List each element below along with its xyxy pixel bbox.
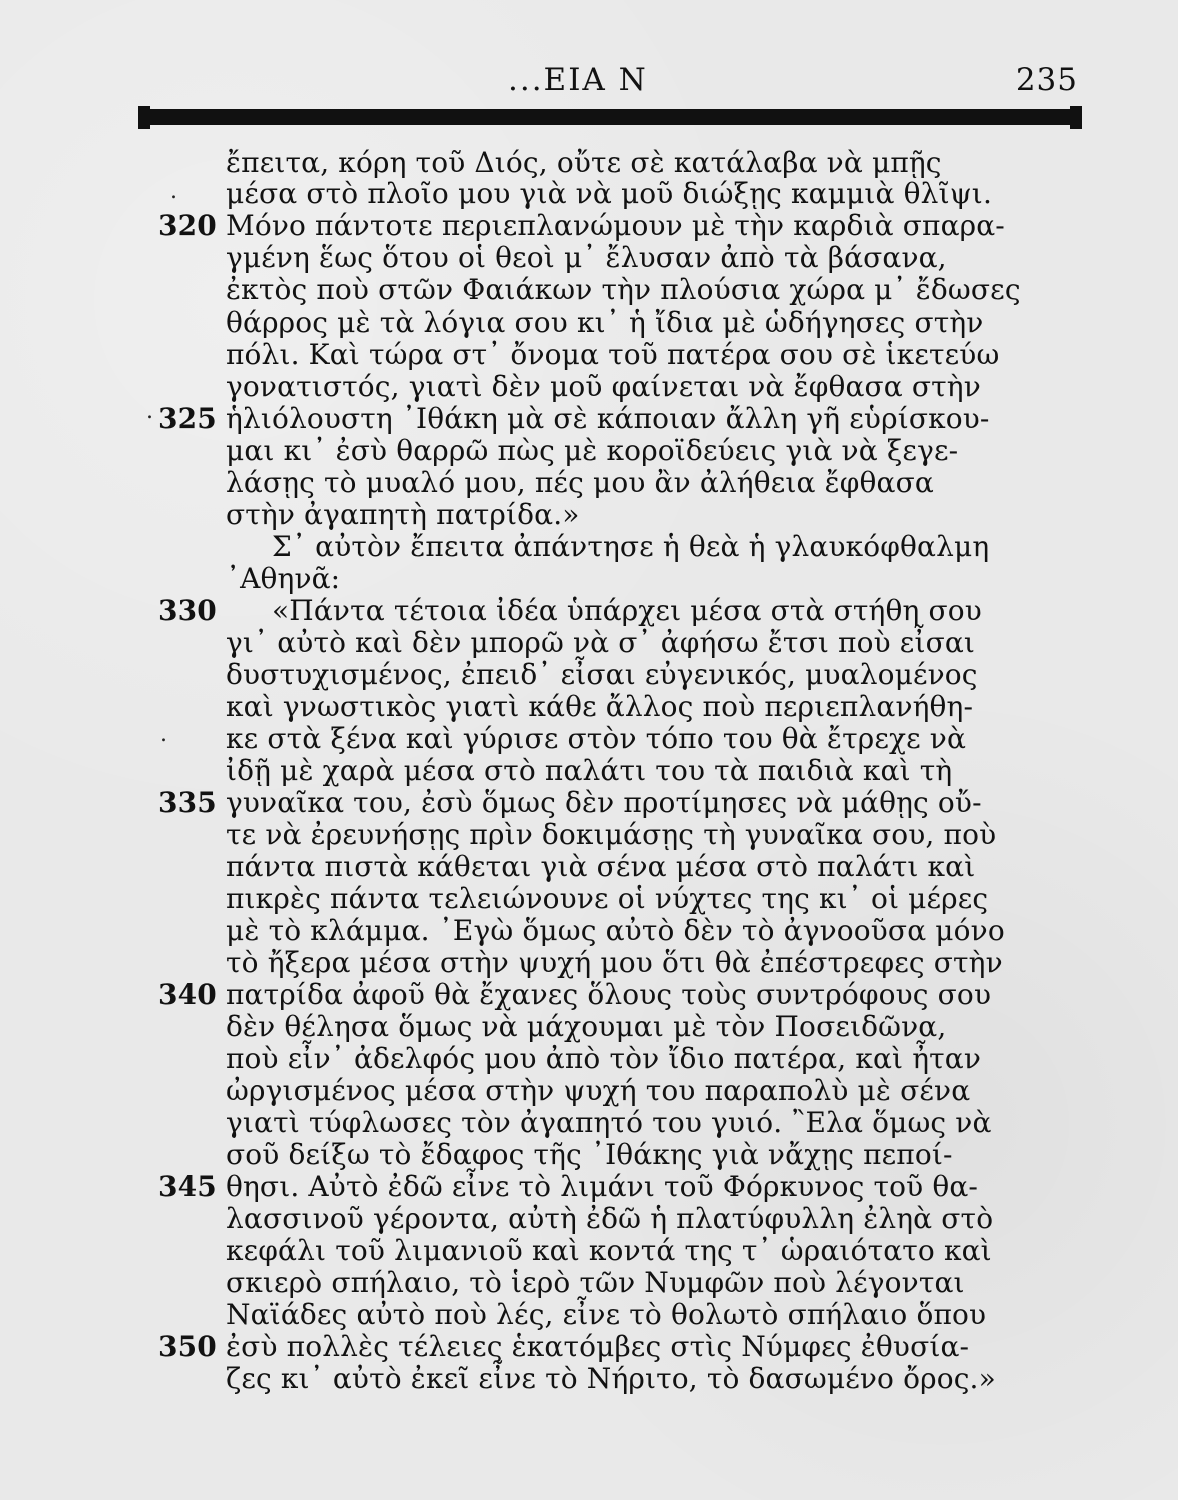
text-line <box>158 436 1126 466</box>
line-text: Ναϊάδες αὐτὸ ποὺ λές, εἶνε τὸ θολωτὸ σπήλαιο ὅπου <box>226 1298 987 1331</box>
text-line <box>158 1012 1126 1042</box>
text-line <box>158 660 1126 690</box>
text-line <box>158 884 1126 914</box>
stray-mark: . <box>160 722 167 747</box>
line-text: ἰδῇ μὲ χαρὰ μέσα στὸ παλάτι του τὰ παιδιὰ καὶ τὴ <box>226 754 953 787</box>
text-line <box>158 1172 1126 1202</box>
line-text: πόλι. Καὶ τώρα στ᾽ ὄνομα τοῦ πατέρα σου σὲ ἱκετεύω <box>226 338 1000 371</box>
text-line <box>158 1268 1126 1298</box>
text-line <box>158 340 1126 370</box>
line-text: καὶ γνωστικὸς γιατὶ κάθε ἄλλος ποὺ περιεπλανήθη- <box>226 690 974 723</box>
line-text: δυστυχισμένος, ἐπειδ᾽ εἶσαι εὐγενικός, μυαλομένος <box>226 658 978 691</box>
text-line <box>158 1204 1126 1234</box>
line-text: Σ᾽ αὐτὸν ἔπειτα ἀπάντησε ἡ θεὰ ἡ γλαυκόφθαλμη <box>272 530 990 563</box>
line-text: γυναῖκα του, ἐσὺ ὅμως δὲν προτίμησες νὰ μάθῃς οὔ- <box>226 786 982 819</box>
line-text: λάσῃς τὸ μυαλό μου, πές μου ἂν ἀλήθεια ἔφθασα <box>226 466 934 499</box>
line-text: τε νὰ ἐρευνήσῃς πρὶν δοκιμάσῃς τὴ γυναῖκα σου, ποὺ <box>226 818 997 851</box>
line-number: 330 <box>158 594 217 627</box>
text-line <box>158 1236 1126 1266</box>
text-line <box>158 372 1126 402</box>
line-text: μαι κι᾽ ἐσὺ θαρρῶ πὼς μὲ κοροϊδεύεις γιὰ νὰ ξεγε- <box>226 434 959 467</box>
text-line <box>158 1364 1126 1394</box>
header-rule <box>140 112 1076 122</box>
line-text: στὴν ἀγαπητὴ πατρίδα.» <box>226 498 580 531</box>
line-text: ἔπειτα, κόρη τοῦ Διός, οὔτε σὲ κατάλαβα νὰ μπῇς <box>226 146 942 179</box>
text-line <box>158 852 1126 882</box>
line-text: δὲν θέλησα ὅμως νὰ μάχουμαι μὲ τὸν Ποσειδῶνα, <box>226 1010 947 1043</box>
line-number: 335 <box>158 786 217 819</box>
text-line <box>158 243 1126 273</box>
line-text: πάντα πιστὰ κάθεται γιὰ σένα μέσα στὸ παλάτι καὶ <box>226 850 976 883</box>
text-line <box>158 532 1126 562</box>
line-text: ἐκτὸς ποὺ στῶν Φαιάκων τὴν πλούσια χώρα μ᾽ ἔδωσες <box>226 273 1021 306</box>
line-text: θησι. Αὐτὸ ἐδῶ εἶνε τὸ λιμάνι τοῦ Φόρκυνος τοῦ θα- <box>226 1170 979 1203</box>
line-text: γμένη ἕως ὅτου οἱ θεοὶ μ᾽ ἔλυσαν ἀπὸ τὰ βάσανα, <box>226 241 947 274</box>
line-text: «Πάντα τέτοια ἰδέα ὑπάρχει μέσα στὰ στήθη σου <box>272 594 982 627</box>
line-text: λασσινοῦ γέροντα, αὐτὴ ἐδῶ ἡ πλατύφυλλη ἐληὰ στὸ <box>226 1202 994 1235</box>
header-rule-right-cap <box>1070 106 1082 129</box>
stray-mark: . <box>170 179 177 204</box>
page-number: 235 <box>1015 62 1078 98</box>
text-line <box>158 404 1126 434</box>
text-line <box>158 756 1126 786</box>
line-text: ποὺ εἶν᾽ ἀδελφός μου ἀπὸ τὸν ἴδιο πατέρα, καὶ ἦταν <box>226 1042 981 1075</box>
line-text: κε στὰ ξένα καὶ γύρισε στὸν τόπο του θὰ ἔτρεχε νὰ <box>226 722 967 755</box>
running-head: ...ΕΙΑ Ν <box>508 62 648 98</box>
text-line <box>158 628 1126 658</box>
line-number: 320 <box>158 209 217 242</box>
line-text: μὲ τὸ κλάμμα. ᾽Εγὼ ὅμως αὐτὸ δὲν τὸ ἀγνοοῦσα μόνο <box>226 914 1005 947</box>
text-line <box>158 564 1126 594</box>
line-text: πατρίδα ἀφοῦ θὰ ἔχανες ὅλους τοὺς συντρόφους σου <box>226 978 992 1011</box>
text-line <box>158 275 1126 305</box>
stray-mark: . <box>146 399 153 424</box>
text-line <box>158 820 1126 850</box>
text-line <box>158 1300 1126 1330</box>
text-line <box>158 692 1126 722</box>
page-header <box>140 54 1080 124</box>
text-line <box>158 148 1126 178</box>
line-text: γιατὶ τύφλωσες τὸν ἀγαπητό του γυιό. ῍Ελα ὅμως νὰ <box>226 1106 992 1139</box>
text-line <box>158 1108 1126 1138</box>
poem-text-block <box>158 146 1126 1395</box>
line-text: ἐσὺ πολλὲς τέλειες ἑκατόμβες στὶς Νύμφες ἐθυσία- <box>226 1330 970 1363</box>
text-line <box>158 1332 1126 1362</box>
line-text: σκιερὸ σπήλαιο, τὸ ἱερὸ τῶν Νυμφῶν ποὺ λέγονται <box>226 1266 965 1299</box>
text-line <box>158 468 1126 498</box>
line-text: τὸ ἤξερα μέσα στὴν ψυχή μου ὅτι θὰ ἐπέστρεφες στὴν <box>226 946 1003 979</box>
text-line <box>158 788 1126 818</box>
line-number: 340 <box>158 978 217 1011</box>
text-line <box>158 1140 1126 1170</box>
text-line <box>158 948 1126 978</box>
line-number: 325 <box>158 402 217 435</box>
line-text: σοῦ δείξω τὸ ἔδαφος τῆς ᾽Ιθάκης γιὰ νἄχῃς πεποί- <box>226 1138 953 1171</box>
line-text: πικρὲς πάντα τελειώνουνε οἱ νύχτες της κι᾽ οἱ μέρες <box>226 882 989 915</box>
text-line <box>158 179 1126 209</box>
line-text: ὠργισμένος μέσα στὴν ψυχή του παραπολὺ μὲ σένα <box>226 1074 971 1107</box>
line-text: μέσα στὸ πλοῖο μου γιὰ νὰ μοῦ διώξῃς καμμιὰ θλῖψι. <box>226 177 992 210</box>
line-number: 345 <box>158 1170 217 1203</box>
text-line <box>158 596 1126 626</box>
text-line <box>158 980 1126 1010</box>
text-line <box>158 500 1126 530</box>
text-line <box>158 724 1126 754</box>
line-number: 350 <box>158 1330 217 1363</box>
line-text: γονατιστός, γιατὶ δὲν μοῦ φαίνεται νὰ ἔφθασα στὴν <box>226 370 981 403</box>
line-text: Μόνο πάντοτε περιεπλανώμουν μὲ τὴν καρδιὰ σπαρα- <box>226 209 1005 242</box>
text-line <box>158 308 1126 338</box>
text-line <box>158 211 1126 241</box>
line-text: ἡλιόλουστη ᾽Ιθάκη μὰ σὲ κάποιαν ἄλλη γῆ εὑρίσκου- <box>226 402 990 435</box>
text-line <box>158 1044 1126 1074</box>
line-text: ζες κι᾽ αὐτὸ ἐκεῖ εἶνε τὸ Νήριτο, τὸ δασωμένο ὄρος.» <box>226 1362 996 1395</box>
text-line <box>158 916 1126 946</box>
line-text: κεφάλι τοῦ λιμανιοῦ καὶ κοντά της τ᾽ ὡραιότατο καὶ <box>226 1234 992 1267</box>
line-text: ᾽Αθηνᾶ: <box>226 562 341 595</box>
text-line <box>158 1076 1126 1106</box>
line-text: θάρρος μὲ τὰ λόγια σου κι᾽ ἡ ἴδια μὲ ὡδήγησες στὴν <box>226 306 984 339</box>
line-text: γι᾽ αὐτὸ καὶ δὲν μπορῶ νὰ σ᾽ ἀφήσω ἔτσι ποὺ εἶσαι <box>226 626 976 659</box>
